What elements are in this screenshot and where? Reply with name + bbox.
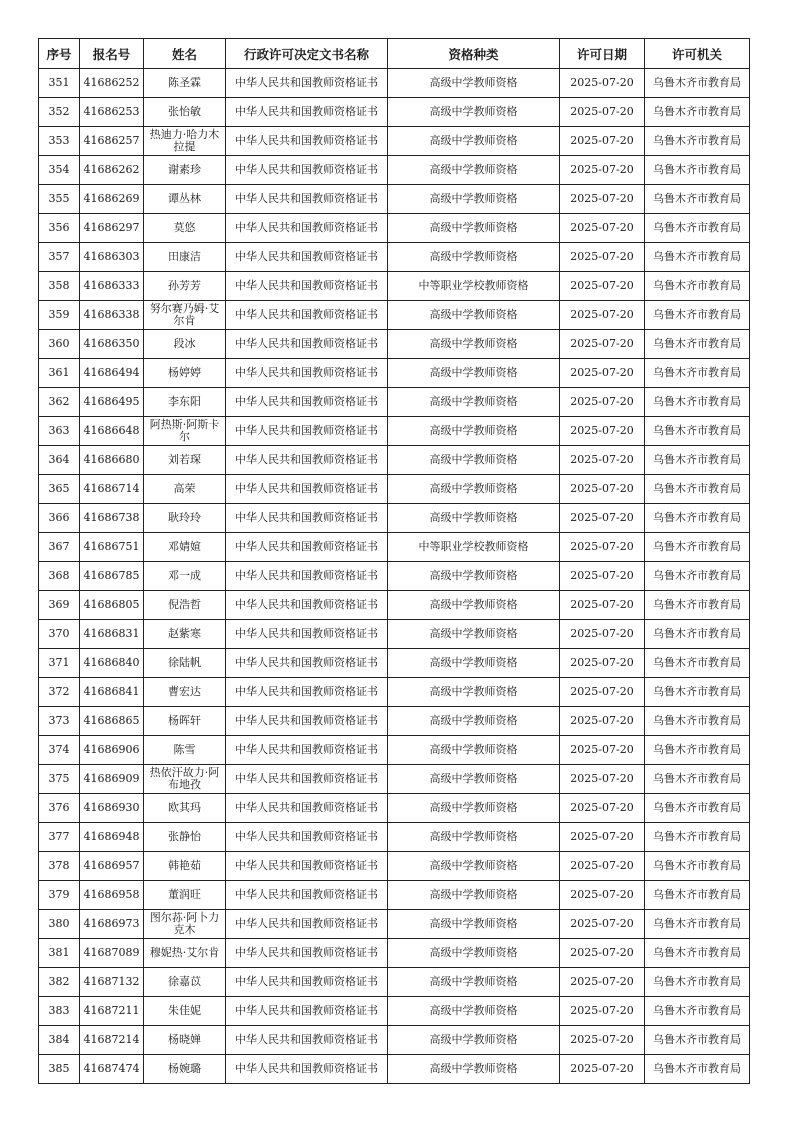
cell-registration-number: 41686958 <box>80 881 144 910</box>
table-row <box>39 475 750 504</box>
table-row <box>39 388 750 417</box>
table-header-row <box>39 39 750 69</box>
cell-registration-number: 41687132 <box>80 968 144 997</box>
cell-license-authority: 乌鲁木齐市教育局 <box>645 359 750 388</box>
cell-license-date: 2025-07-20 <box>560 852 645 881</box>
cell-qualification-type: 高级中学教师资格 <box>388 968 560 997</box>
cell-document-name: 中华人民共和国教师资格证书 <box>226 446 388 475</box>
cell-license-date: 2025-07-20 <box>560 678 645 707</box>
cell-name: 谢素珍 <box>144 156 226 185</box>
cell-license-date: 2025-07-20 <box>560 707 645 736</box>
cell-license-date: 2025-07-20 <box>560 881 645 910</box>
cell-license-authority: 乌鲁木齐市教育局 <box>645 736 750 765</box>
cell-registration-number: 41686957 <box>80 852 144 881</box>
cell-serial: 364 <box>39 446 80 475</box>
table-row <box>39 649 750 678</box>
cell-name: 图尔荪·阿卜力克木 <box>144 910 226 939</box>
header-registration-number: 报名号 <box>80 39 144 69</box>
table-row <box>39 736 750 765</box>
cell-document-name: 中华人民共和国教师资格证书 <box>226 417 388 446</box>
table-row <box>39 881 750 910</box>
cell-license-date: 2025-07-20 <box>560 417 645 446</box>
header-license-date: 许可日期 <box>560 39 645 69</box>
cell-qualification-type: 高级中学教师资格 <box>388 939 560 968</box>
cell-registration-number: 41686805 <box>80 591 144 620</box>
table-row <box>39 156 750 185</box>
table-row <box>39 214 750 243</box>
cell-name: 孙芳芳 <box>144 272 226 301</box>
cell-document-name: 中华人民共和国教师资格证书 <box>226 243 388 272</box>
cell-serial: 377 <box>39 823 80 852</box>
cell-qualification-type: 高级中学教师资格 <box>388 1055 560 1084</box>
table-row <box>39 98 750 127</box>
cell-qualification-type: 高级中学教师资格 <box>388 852 560 881</box>
cell-qualification-type: 高级中学教师资格 <box>388 678 560 707</box>
cell-name: 热迪力·哈力木拉提 <box>144 127 226 156</box>
cell-registration-number: 41686751 <box>80 533 144 562</box>
table-row <box>39 562 750 591</box>
cell-registration-number: 41686909 <box>80 765 144 794</box>
cell-registration-number: 41686831 <box>80 620 144 649</box>
cell-serial: 373 <box>39 707 80 736</box>
cell-license-authority: 乌鲁木齐市教育局 <box>645 620 750 649</box>
cell-document-name: 中华人民共和国教师资格证书 <box>226 939 388 968</box>
cell-serial: 381 <box>39 939 80 968</box>
cell-registration-number: 41686840 <box>80 649 144 678</box>
cell-serial: 385 <box>39 1055 80 1084</box>
cell-license-authority: 乌鲁木齐市教育局 <box>645 388 750 417</box>
table-row <box>39 69 750 98</box>
cell-document-name: 中华人民共和国教师资格证书 <box>226 127 388 156</box>
table-row <box>39 997 750 1026</box>
cell-document-name: 中华人民共和国教师资格证书 <box>226 997 388 1026</box>
cell-qualification-type: 高级中学教师资格 <box>388 417 560 446</box>
cell-serial: 367 <box>39 533 80 562</box>
cell-license-authority: 乌鲁木齐市教育局 <box>645 997 750 1026</box>
cell-name: 穆妮热·艾尔肯 <box>144 939 226 968</box>
cell-license-date: 2025-07-20 <box>560 69 645 98</box>
cell-license-authority: 乌鲁木齐市教育局 <box>645 939 750 968</box>
cell-document-name: 中华人民共和国教师资格证书 <box>226 1026 388 1055</box>
cell-registration-number: 41686262 <box>80 156 144 185</box>
cell-serial: 359 <box>39 301 80 330</box>
cell-license-authority: 乌鲁木齐市教育局 <box>645 649 750 678</box>
cell-registration-number: 41686865 <box>80 707 144 736</box>
cell-registration-number: 41686494 <box>80 359 144 388</box>
cell-document-name: 中华人民共和国教师资格证书 <box>226 504 388 533</box>
cell-license-authority: 乌鲁木齐市教育局 <box>645 562 750 591</box>
cell-name: 韩艳茹 <box>144 852 226 881</box>
cell-license-authority: 乌鲁木齐市教育局 <box>645 98 750 127</box>
cell-registration-number: 41687214 <box>80 1026 144 1055</box>
cell-qualification-type: 高级中学教师资格 <box>388 185 560 214</box>
cell-name: 高荣 <box>144 475 226 504</box>
table-row <box>39 910 750 939</box>
cell-name: 董润旺 <box>144 881 226 910</box>
cell-registration-number: 41686297 <box>80 214 144 243</box>
cell-license-authority: 乌鲁木齐市教育局 <box>645 475 750 504</box>
cell-qualification-type: 高级中学教师资格 <box>388 1026 560 1055</box>
cell-license-date: 2025-07-20 <box>560 475 645 504</box>
cell-qualification-type: 中等职业学校教师资格 <box>388 272 560 301</box>
cell-serial: 354 <box>39 156 80 185</box>
cell-registration-number: 41686841 <box>80 678 144 707</box>
cell-license-authority: 乌鲁木齐市教育局 <box>645 852 750 881</box>
cell-license-authority: 乌鲁木齐市教育局 <box>645 968 750 997</box>
cell-serial: 363 <box>39 417 80 446</box>
header-qualification-type: 资格种类 <box>388 39 560 69</box>
cell-license-date: 2025-07-20 <box>560 359 645 388</box>
cell-serial: 360 <box>39 330 80 359</box>
cell-license-date: 2025-07-20 <box>560 156 645 185</box>
cell-name: 段冰 <box>144 330 226 359</box>
cell-name: 李东阳 <box>144 388 226 417</box>
cell-license-authority: 乌鲁木齐市教育局 <box>645 69 750 98</box>
cell-qualification-type: 高级中学教师资格 <box>388 475 560 504</box>
cell-registration-number: 41686906 <box>80 736 144 765</box>
cell-serial: 383 <box>39 997 80 1026</box>
cell-registration-number: 41686948 <box>80 823 144 852</box>
cell-qualification-type: 高级中学教师资格 <box>388 765 560 794</box>
cell-license-authority: 乌鲁木齐市教育局 <box>645 185 750 214</box>
cell-name: 曹宏达 <box>144 678 226 707</box>
cell-qualification-type: 中等职业学校教师资格 <box>388 533 560 562</box>
cell-name: 倪浩哲 <box>144 591 226 620</box>
cell-serial: 376 <box>39 794 80 823</box>
cell-qualification-type: 高级中学教师资格 <box>388 649 560 678</box>
cell-registration-number: 41686680 <box>80 446 144 475</box>
table-row <box>39 939 750 968</box>
cell-name: 阿热斯·阿斯卡尔 <box>144 417 226 446</box>
table-row <box>39 591 750 620</box>
cell-serial: 368 <box>39 562 80 591</box>
cell-license-authority: 乌鲁木齐市教育局 <box>645 214 750 243</box>
cell-registration-number: 41686303 <box>80 243 144 272</box>
cell-name: 陈雪 <box>144 736 226 765</box>
cell-serial: 353 <box>39 127 80 156</box>
cell-name: 莫悠 <box>144 214 226 243</box>
cell-name: 赵紫寒 <box>144 620 226 649</box>
cell-license-authority: 乌鲁木齐市教育局 <box>645 881 750 910</box>
cell-license-date: 2025-07-20 <box>560 446 645 475</box>
cell-license-date: 2025-07-20 <box>560 649 645 678</box>
cell-name: 欧其玛 <box>144 794 226 823</box>
cell-document-name: 中华人民共和国教师资格证书 <box>226 736 388 765</box>
cell-registration-number: 41686648 <box>80 417 144 446</box>
header-serial: 序号 <box>39 39 80 69</box>
cell-license-date: 2025-07-20 <box>560 765 645 794</box>
cell-registration-number: 41686350 <box>80 330 144 359</box>
cell-license-authority: 乌鲁木齐市教育局 <box>645 1055 750 1084</box>
cell-registration-number: 41686269 <box>80 185 144 214</box>
cell-license-date: 2025-07-20 <box>560 272 645 301</box>
cell-registration-number: 41686973 <box>80 910 144 939</box>
cell-serial: 380 <box>39 910 80 939</box>
cell-serial: 361 <box>39 359 80 388</box>
cell-document-name: 中华人民共和国教师资格证书 <box>226 910 388 939</box>
cell-license-authority: 乌鲁木齐市教育局 <box>645 707 750 736</box>
cell-serial: 351 <box>39 69 80 98</box>
table-row <box>39 127 750 156</box>
cell-qualification-type: 高级中学教师资格 <box>388 591 560 620</box>
table-row <box>39 185 750 214</box>
cell-registration-number: 41686253 <box>80 98 144 127</box>
cell-qualification-type: 高级中学教师资格 <box>388 127 560 156</box>
cell-serial: 356 <box>39 214 80 243</box>
cell-registration-number: 41686495 <box>80 388 144 417</box>
cell-serial: 379 <box>39 881 80 910</box>
table-row <box>39 794 750 823</box>
cell-registration-number: 41686333 <box>80 272 144 301</box>
cell-registration-number: 41687474 <box>80 1055 144 1084</box>
table-row <box>39 301 750 330</box>
cell-license-authority: 乌鲁木齐市教育局 <box>645 272 750 301</box>
cell-serial: 355 <box>39 185 80 214</box>
cell-document-name: 中华人民共和国教师资格证书 <box>226 968 388 997</box>
cell-document-name: 中华人民共和国教师资格证书 <box>226 185 388 214</box>
cell-qualification-type: 高级中学教师资格 <box>388 69 560 98</box>
cell-license-authority: 乌鲁木齐市教育局 <box>645 794 750 823</box>
table-row <box>39 330 750 359</box>
header-document-name: 行政许可决定文书名称 <box>226 39 388 69</box>
cell-document-name: 中华人民共和国教师资格证书 <box>226 591 388 620</box>
cell-qualification-type: 高级中学教师资格 <box>388 736 560 765</box>
cell-license-authority: 乌鲁木齐市教育局 <box>645 591 750 620</box>
table-row <box>39 968 750 997</box>
cell-qualification-type: 高级中学教师资格 <box>388 359 560 388</box>
cell-serial: 372 <box>39 678 80 707</box>
cell-serial: 366 <box>39 504 80 533</box>
cell-license-date: 2025-07-20 <box>560 214 645 243</box>
cell-license-date: 2025-07-20 <box>560 562 645 591</box>
cell-name: 刘若琛 <box>144 446 226 475</box>
cell-document-name: 中华人民共和国教师资格证书 <box>226 388 388 417</box>
table-row <box>39 707 750 736</box>
cell-qualification-type: 高级中学教师资格 <box>388 620 560 649</box>
header-license-authority: 许可机关 <box>645 39 750 69</box>
cell-serial: 370 <box>39 620 80 649</box>
cell-name: 杨晖轩 <box>144 707 226 736</box>
cell-license-date: 2025-07-20 <box>560 736 645 765</box>
cell-document-name: 中华人民共和国教师资格证书 <box>226 272 388 301</box>
cell-document-name: 中华人民共和国教师资格证书 <box>226 823 388 852</box>
table-row <box>39 504 750 533</box>
cell-license-date: 2025-07-20 <box>560 620 645 649</box>
cell-serial: 365 <box>39 475 80 504</box>
cell-license-date: 2025-07-20 <box>560 98 645 127</box>
table-row <box>39 417 750 446</box>
cell-document-name: 中华人民共和国教师资格证书 <box>226 852 388 881</box>
cell-qualification-type: 高级中学教师资格 <box>388 997 560 1026</box>
cell-name: 杨晓婵 <box>144 1026 226 1055</box>
cell-document-name: 中华人民共和国教师资格证书 <box>226 330 388 359</box>
cell-license-date: 2025-07-20 <box>560 330 645 359</box>
table-row <box>39 533 750 562</box>
cell-qualification-type: 高级中学教师资格 <box>388 794 560 823</box>
cell-document-name: 中华人民共和国教师资格证书 <box>226 649 388 678</box>
cell-document-name: 中华人民共和国教师资格证书 <box>226 533 388 562</box>
cell-document-name: 中华人民共和国教师资格证书 <box>226 69 388 98</box>
cell-license-authority: 乌鲁木齐市教育局 <box>645 823 750 852</box>
table-row <box>39 1055 750 1084</box>
cell-serial: 382 <box>39 968 80 997</box>
cell-serial: 358 <box>39 272 80 301</box>
header-name: 姓名 <box>144 39 226 69</box>
cell-document-name: 中华人民共和国教师资格证书 <box>226 475 388 504</box>
cell-license-authority: 乌鲁木齐市教育局 <box>645 330 750 359</box>
cell-qualification-type: 高级中学教师资格 <box>388 330 560 359</box>
cell-document-name: 中华人民共和国教师资格证书 <box>226 562 388 591</box>
cell-registration-number: 41687211 <box>80 997 144 1026</box>
cell-license-date: 2025-07-20 <box>560 1026 645 1055</box>
cell-qualification-type: 高级中学教师资格 <box>388 156 560 185</box>
cell-license-authority: 乌鲁木齐市教育局 <box>645 678 750 707</box>
cell-registration-number: 41686338 <box>80 301 144 330</box>
cell-serial: 375 <box>39 765 80 794</box>
cell-qualification-type: 高级中学教师资格 <box>388 446 560 475</box>
cell-license-date: 2025-07-20 <box>560 1055 645 1084</box>
cell-name: 朱佳妮 <box>144 997 226 1026</box>
license-table <box>38 38 750 1084</box>
cell-name: 田康洁 <box>144 243 226 272</box>
cell-registration-number: 41686930 <box>80 794 144 823</box>
cell-name: 邓一成 <box>144 562 226 591</box>
table-row <box>39 852 750 881</box>
cell-qualification-type: 高级中学教师资格 <box>388 98 560 127</box>
cell-license-date: 2025-07-20 <box>560 127 645 156</box>
cell-document-name: 中华人民共和国教师资格证书 <box>226 301 388 330</box>
cell-serial: 357 <box>39 243 80 272</box>
cell-document-name: 中华人民共和国教师资格证书 <box>226 214 388 243</box>
cell-document-name: 中华人民共和国教师资格证书 <box>226 765 388 794</box>
cell-license-date: 2025-07-20 <box>560 388 645 417</box>
cell-serial: 384 <box>39 1026 80 1055</box>
cell-registration-number: 41686738 <box>80 504 144 533</box>
cell-registration-number: 41686785 <box>80 562 144 591</box>
cell-qualification-type: 高级中学教师资格 <box>388 388 560 417</box>
cell-document-name: 中华人民共和国教师资格证书 <box>226 707 388 736</box>
cell-license-authority: 乌鲁木齐市教育局 <box>645 504 750 533</box>
cell-license-date: 2025-07-20 <box>560 504 645 533</box>
table-row <box>39 272 750 301</box>
cell-license-authority: 乌鲁木齐市教育局 <box>645 243 750 272</box>
cell-document-name: 中华人民共和国教师资格证书 <box>226 156 388 185</box>
cell-license-date: 2025-07-20 <box>560 939 645 968</box>
cell-license-date: 2025-07-20 <box>560 533 645 562</box>
cell-document-name: 中华人民共和国教师资格证书 <box>226 620 388 649</box>
table-row <box>39 765 750 794</box>
cell-document-name: 中华人民共和国教师资格证书 <box>226 794 388 823</box>
cell-qualification-type: 高级中学教师资格 <box>388 214 560 243</box>
cell-license-date: 2025-07-20 <box>560 794 645 823</box>
cell-qualification-type: 高级中学教师资格 <box>388 881 560 910</box>
cell-name: 耿玲玲 <box>144 504 226 533</box>
table-row <box>39 1026 750 1055</box>
cell-qualification-type: 高级中学教师资格 <box>388 504 560 533</box>
cell-license-date: 2025-07-20 <box>560 301 645 330</box>
cell-document-name: 中华人民共和国教师资格证书 <box>226 98 388 127</box>
cell-qualification-type: 高级中学教师资格 <box>388 301 560 330</box>
cell-name: 张静怡 <box>144 823 226 852</box>
cell-license-date: 2025-07-20 <box>560 591 645 620</box>
table-row <box>39 446 750 475</box>
cell-name: 努尔赛乃姆·艾尔肯 <box>144 301 226 330</box>
cell-registration-number: 41686252 <box>80 69 144 98</box>
cell-license-authority: 乌鲁木齐市教育局 <box>645 417 750 446</box>
cell-license-authority: 乌鲁木齐市教育局 <box>645 301 750 330</box>
cell-license-date: 2025-07-20 <box>560 910 645 939</box>
table-body <box>39 69 750 1084</box>
cell-registration-number: 41686714 <box>80 475 144 504</box>
table-row <box>39 823 750 852</box>
cell-serial: 369 <box>39 591 80 620</box>
cell-name: 杨婉璐 <box>144 1055 226 1084</box>
cell-license-date: 2025-07-20 <box>560 243 645 272</box>
cell-serial: 378 <box>39 852 80 881</box>
cell-name: 陈圣霖 <box>144 69 226 98</box>
cell-name: 谭丛林 <box>144 185 226 214</box>
cell-registration-number: 41686257 <box>80 127 144 156</box>
cell-license-authority: 乌鲁木齐市教育局 <box>645 446 750 475</box>
table-row <box>39 243 750 272</box>
cell-license-authority: 乌鲁木齐市教育局 <box>645 765 750 794</box>
cell-license-date: 2025-07-20 <box>560 823 645 852</box>
cell-name: 热依汗故力·阿布地孜 <box>144 765 226 794</box>
cell-name: 张怡敏 <box>144 98 226 127</box>
cell-license-authority: 乌鲁木齐市教育局 <box>645 127 750 156</box>
table-row <box>39 678 750 707</box>
cell-serial: 362 <box>39 388 80 417</box>
table-row <box>39 620 750 649</box>
cell-license-authority: 乌鲁木齐市教育局 <box>645 156 750 185</box>
cell-serial: 371 <box>39 649 80 678</box>
cell-qualification-type: 高级中学教师资格 <box>388 823 560 852</box>
cell-document-name: 中华人民共和国教师资格证书 <box>226 678 388 707</box>
cell-qualification-type: 高级中学教师资格 <box>388 562 560 591</box>
cell-license-authority: 乌鲁木齐市教育局 <box>645 533 750 562</box>
cell-license-authority: 乌鲁木齐市教育局 <box>645 910 750 939</box>
cell-document-name: 中华人民共和国教师资格证书 <box>226 359 388 388</box>
cell-license-date: 2025-07-20 <box>560 968 645 997</box>
cell-name: 徐嘉苡 <box>144 968 226 997</box>
cell-name: 徐陆帆 <box>144 649 226 678</box>
cell-document-name: 中华人民共和国教师资格证书 <box>226 1055 388 1084</box>
cell-document-name: 中华人民共和国教师资格证书 <box>226 881 388 910</box>
cell-name: 杨婷婷 <box>144 359 226 388</box>
cell-license-date: 2025-07-20 <box>560 185 645 214</box>
cell-registration-number: 41687089 <box>80 939 144 968</box>
cell-name: 邓婧媗 <box>144 533 226 562</box>
cell-serial: 352 <box>39 98 80 127</box>
cell-qualification-type: 高级中学教师资格 <box>388 910 560 939</box>
cell-serial: 374 <box>39 736 80 765</box>
table-row <box>39 359 750 388</box>
cell-license-date: 2025-07-20 <box>560 997 645 1026</box>
cell-qualification-type: 高级中学教师资格 <box>388 707 560 736</box>
cell-license-authority: 乌鲁木齐市教育局 <box>645 1026 750 1055</box>
cell-qualification-type: 高级中学教师资格 <box>388 243 560 272</box>
